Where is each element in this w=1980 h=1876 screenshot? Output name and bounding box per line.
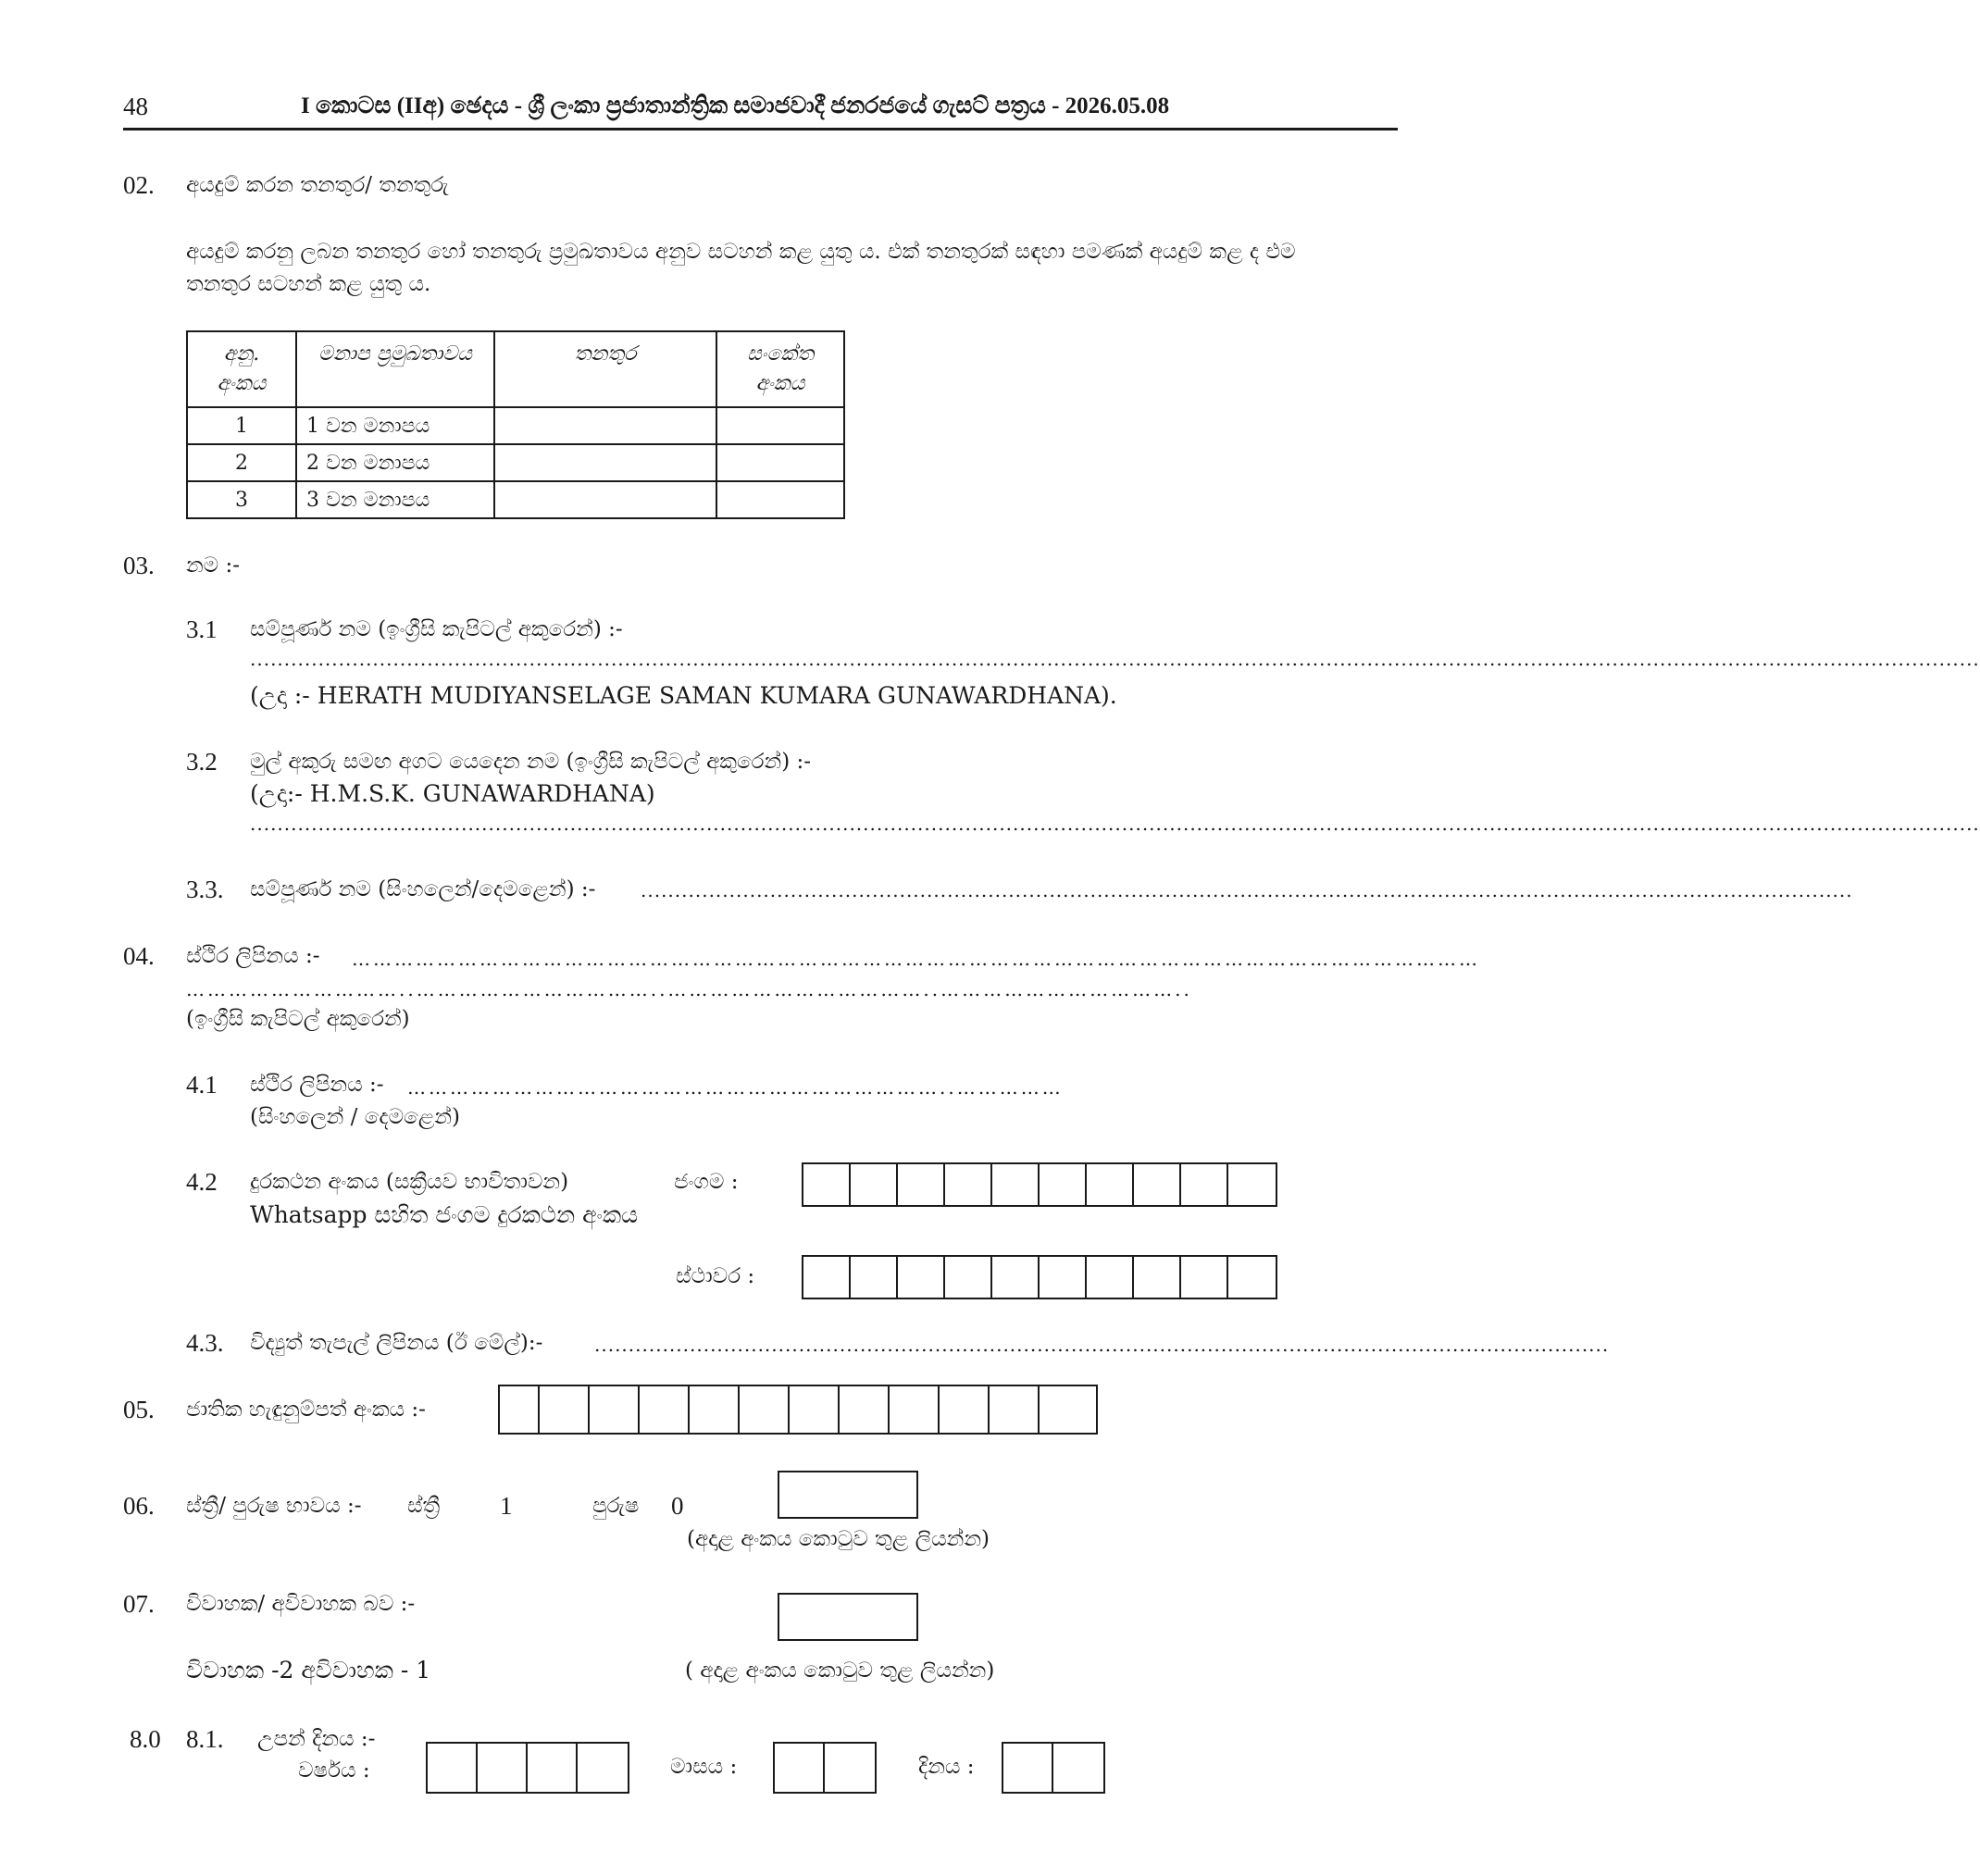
full-name-local-field[interactable]: .................................................................................................................................................................................. xyxy=(641,879,1853,901)
birth-day-boxes[interactable] xyxy=(1002,1742,1105,1794)
nic-number-boxes[interactable] xyxy=(498,1385,1098,1435)
section-05-number: 05. xyxy=(123,1396,155,1423)
gender-code-box[interactable] xyxy=(778,1471,918,1519)
marital-status-label: විවාහක/ අවිවාහක බව :- xyxy=(186,1592,416,1616)
page-number: 48 xyxy=(123,93,148,120)
item-4-1-note: (සිංහලෙන් / දෙමළෙන්) xyxy=(250,1105,460,1129)
landline-label: ස්ථාවර : xyxy=(676,1264,755,1288)
item-4-1-label: ස්ථිර ලිපිනය :- xyxy=(250,1073,384,1097)
section-02-instruction-line2: තනතුර සටහන් කළ යුතු ය. xyxy=(186,272,431,296)
item-3-2-example: (උදා:- H.M.S.K. GUNAWARDHANA) xyxy=(250,780,655,807)
permanent-address-local-field[interactable]: …………………………………………………………………..…………… xyxy=(407,1076,1064,1099)
item-3-2-label: මුල් අකුරු සමඟ අගට යෙදෙන නම (ඉංග්‍රීසි කැපිටල් අකුරෙන්) :- xyxy=(250,750,812,774)
marital-instruction: ( අදාළ අංකය කොටුව තුළ ලියන්න) xyxy=(685,1659,995,1683)
item-3-1-number: 3.1 xyxy=(186,615,218,643)
item-3-1-label: සම්පූර්ණ නම (ඉංග්‍රීසි කැපිටල් අකුරෙන්) :- xyxy=(250,617,623,641)
email-field[interactable]: ..................................................................................................................................................... xyxy=(594,1334,1610,1356)
code-input-cell[interactable] xyxy=(716,481,844,518)
row-preference: 3 වන මනාපය xyxy=(296,481,494,518)
preference-table xyxy=(186,330,845,519)
section-06-number: 06. xyxy=(123,1492,155,1520)
code-input-cell[interactable] xyxy=(716,407,844,444)
permanent-address-english-line1[interactable]: …………………………………………………………………………………………………………………………………………… xyxy=(352,948,1480,970)
table-row xyxy=(187,407,844,444)
item-4-2-number: 4.2 xyxy=(186,1168,218,1196)
birth-month-boxes[interactable] xyxy=(773,1742,877,1794)
gender-female-code: 1 xyxy=(500,1492,513,1520)
section-02-number: 02. xyxy=(123,171,155,199)
code-input-cell[interactable] xyxy=(716,444,844,481)
header-rule xyxy=(123,128,1398,130)
mobile-number-boxes[interactable] xyxy=(802,1162,1277,1207)
item-3-3-number: 3.3. xyxy=(186,876,224,903)
post-input-cell[interactable] xyxy=(494,444,716,481)
section-02-instruction-line1: අයදුම් කරනු ලබන තනතුර හෝ තනතුරු ප්‍රමුඛතාවය අනුව සටහන් කළ යුතු ය. එක් තනතුරක් සඳහා පමණක් අයදුම් කළ ද එම xyxy=(186,240,1296,264)
item-3-1-example: (උදා :- HERATH MUDIYANSELAGE SAMAN KUMARA GUNAWARDHANA). xyxy=(250,682,1117,709)
post-input-cell[interactable] xyxy=(494,407,716,444)
section-03-title: නම :- xyxy=(186,553,241,578)
section-08-number: 8.0 xyxy=(130,1725,161,1753)
gender-male-label: පුරුෂ xyxy=(592,1494,640,1518)
section-04-number: 04. xyxy=(123,942,155,970)
item-4-2-sublabel: Whatsapp සහිත ජංගම දුරකථන අංකය xyxy=(250,1201,639,1228)
landline-number-boxes[interactable] xyxy=(802,1255,1277,1299)
mobile-label: ජංගම : xyxy=(674,1170,739,1194)
row-preference: 1 වන මනාපය xyxy=(296,407,494,444)
table-row xyxy=(187,481,844,518)
item-4-3-number: 4.3. xyxy=(186,1329,224,1357)
full-name-english-field[interactable]: .............................................................................................................................................................................................................................................................. xyxy=(250,648,1980,670)
gender-female-label: ස්ත්‍රී xyxy=(407,1494,441,1518)
name-with-initials-field[interactable]: .............................................................................................................................................................................................................................................................. xyxy=(250,813,1980,835)
gender-male-code: 0 xyxy=(671,1492,684,1520)
section-03-number: 03. xyxy=(123,552,155,579)
section-07-number: 07. xyxy=(123,1590,155,1618)
row-serial: 2 xyxy=(187,444,296,481)
gender-instruction: (අදාළ අංකය කොටුව තුළ ලියන්න) xyxy=(687,1527,990,1551)
birth-month-label: මාසය : xyxy=(670,1755,738,1779)
nic-label: ජාතික හැඳුනුම්පත් අංකය :- xyxy=(186,1398,426,1422)
row-preference: 2 වන මනාපය xyxy=(296,444,494,481)
item-3-2-number: 3.2 xyxy=(186,748,218,776)
table-row xyxy=(187,444,844,481)
item-4-1-number: 4.1 xyxy=(186,1071,218,1099)
col-code-header: සංකේත අංකය xyxy=(716,331,844,407)
item-3-3-label: සම්පූර්ණ නම (සිංහලෙන්/දෙමළෙන්) :- xyxy=(250,877,596,901)
section-04-note: (ඉංග්‍රීසි කැපිටල් අකුරෙන්) xyxy=(186,1007,410,1031)
item-8-1-number: 8.1. xyxy=(186,1725,224,1753)
section-04-title: ස්ථිර ලිපිනය :- xyxy=(186,944,320,968)
post-input-cell[interactable] xyxy=(494,481,716,518)
gender-label: ස්ත්‍රී/ පුරුෂ භාවය :- xyxy=(186,1494,362,1518)
col-preference-header: මනාප ප්‍රමුඛතාවය xyxy=(296,331,494,407)
page-header-title: I කොටස (IIඅ) ඡෙදය - ශ්‍රී ලංකා ප්‍රජාතාන්ත්‍රික සමාජවාදී ජනරජයේ ගැසට් පත්‍රය - 2026.05.08 xyxy=(301,93,1170,118)
col-serial-header: අනු. අංකය xyxy=(187,331,296,407)
item-4-2-label: දුරකථන අංකය (සක්‍රීයව භාවිතාවන) xyxy=(250,1170,569,1194)
birth-year-boxes[interactable] xyxy=(426,1742,629,1794)
section-02-title: අයදුම් කරන තනතුර/ තනතුරු xyxy=(186,173,449,197)
marital-code-box[interactable] xyxy=(778,1593,918,1641)
table-header-row xyxy=(187,331,844,407)
permanent-address-english-line2[interactable]: …………………………..……………………………..………………………………..…………………………….. xyxy=(186,978,1192,1000)
birth-year-label: වර්ෂය : xyxy=(298,1758,370,1783)
col-post-header: තනතුර xyxy=(494,331,716,407)
birth-date-label: උපන් දිනය :- xyxy=(257,1727,376,1751)
row-serial: 1 xyxy=(187,407,296,444)
birth-day-label: දිනය : xyxy=(918,1755,975,1779)
item-4-3-label: විද්‍යුත් තැපැල් ලිපිනය (ඊ මේල්):- xyxy=(250,1331,543,1355)
marital-options: විවාහක -2 අවිවාහක - 1 xyxy=(186,1657,431,1683)
row-serial: 3 xyxy=(187,481,296,518)
